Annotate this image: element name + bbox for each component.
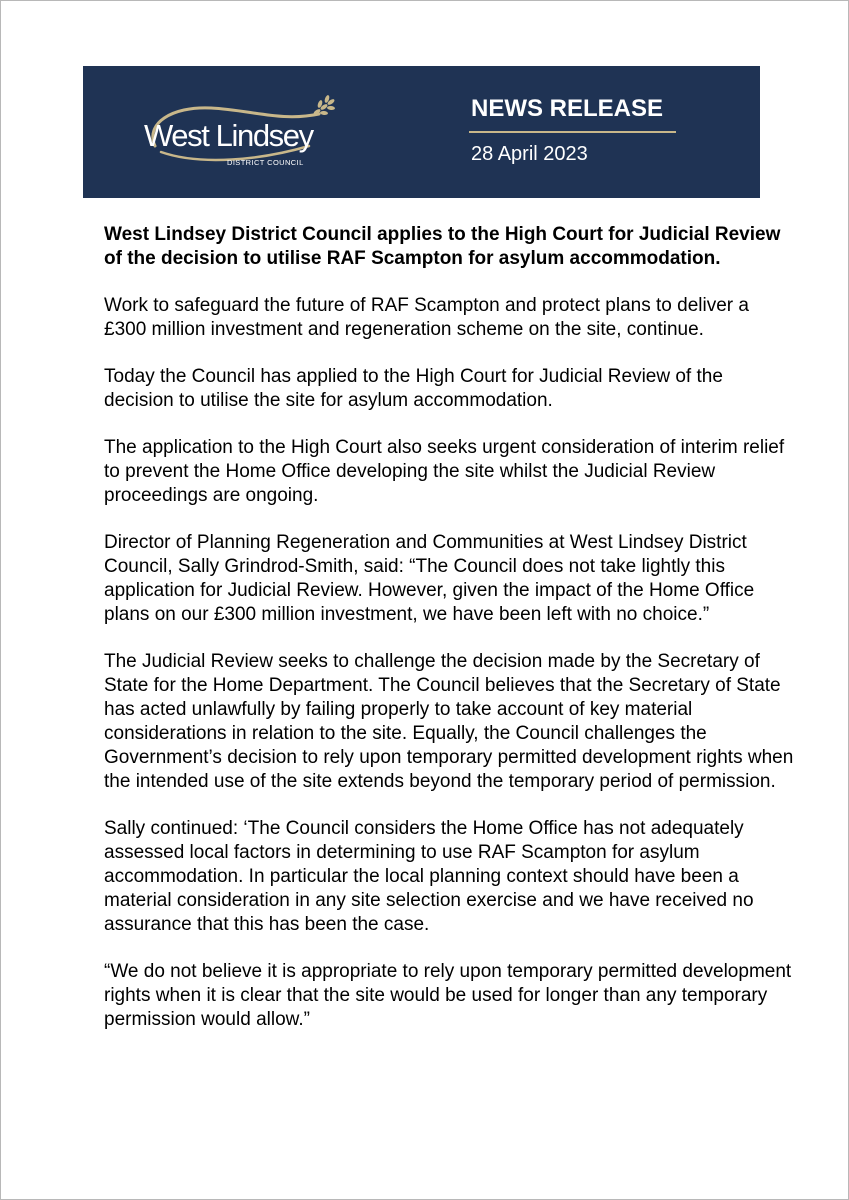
paragraph: Work to safeguard the future of RAF Scampton and protect plans to deliver a £300 million investment and regeneration scheme on the site, continue. [104, 295, 749, 340]
news-release-banner [83, 66, 760, 198]
paragraph: The application to the High Court also seeks urgent consideration of interim relief to prevent the Home Office developing the site whilst the Judicial Review proceedings are ongoing. [104, 437, 785, 506]
logo-name: West Lindsey [144, 118, 313, 153]
headline: West Lindsey District Council applies to the High Court for Judicial Review of the decision to utilise RAF Scampton for asylum accommodation. [104, 224, 781, 269]
logo-subtitle: DISTRICT COUNCIL [227, 158, 304, 167]
release-date: 28 April 2023 [471, 143, 588, 165]
page-title: NEWS RELEASE [471, 95, 664, 122]
paragraph: Today the Council has applied to the High Court for Judicial Review of the decision to utilise the site for asylum accommodation. [104, 366, 723, 411]
paragraph: Director of Planning Regeneration and Communities at West Lindsey District Council, Sally Grindrod-Smith, said: “The Council does not take lightly this application for Judicial Review. However, given the impact of the Home Office plans on our £300 million investment, we have been left with no choice.” [104, 532, 755, 625]
paragraph: Sally continued: ‘The Council considers the Home Office has not adequately assessed local factors in determining to use RAF Scampton for asylum accommodation. In particular the local planning context should have been a material consideration in any site selection exercise and we have received no assurance that this has been the case. [104, 818, 754, 935]
title-divider [469, 131, 676, 133]
west-lindsey-logo [141, 88, 341, 178]
press-release-body [104, 223, 794, 1055]
paragraph: The Judicial Review seeks to challenge the decision made by the Secretary of State for the Home Department. The Council believes that the Secretary of State has acted unlawfully by failing properly to take account of key material considerations in relation to the site. Equally, the Council challenges the Government’s decision to rely upon temporary permitted development rights when the intended use of the site extends beyond the temporary period of permission. [104, 651, 794, 792]
paragraph: “We do not believe it is appropriate to rely upon temporary permitted development rights when it is clear that the site would be used for longer than any temporary permission would allow.” [104, 961, 792, 1030]
